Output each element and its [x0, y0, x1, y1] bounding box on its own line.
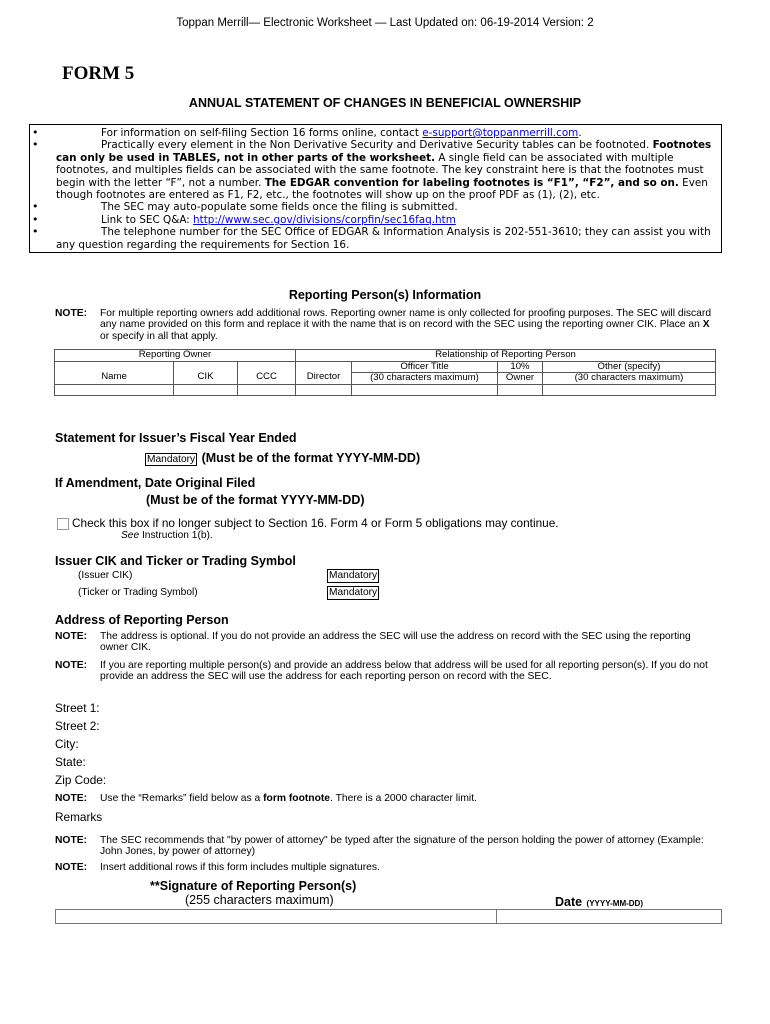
- worksheet-header: Toppan Merrill— Electronic Worksheet — Last Updated on: 06-19-2014 Version: 2: [176, 17, 594, 29]
- section16-checkbox-label: Check this box if no longer subject to Section 16. Form 4 or Form 5 obligations may continue.: [72, 516, 559, 530]
- issuer-cik-input[interactable]: Mandatory: [329, 570, 378, 581]
- reporting-note: [55, 308, 720, 342]
- note-label: NOTE:: [55, 835, 88, 846]
- bullet-text-bold: The EDGAR convention for labeling footnotes is “F1”, “F2”, and so on.: [264, 176, 679, 189]
- note-label: NOTE:: [55, 793, 88, 804]
- bullet-text: Practically every element in the Non Derivative Security and Derivative Security tables can be footnoted.: [101, 139, 653, 152]
- column-header-ccc: [238, 361, 296, 384]
- form-title: FORM 5: [62, 63, 135, 84]
- note-label: NOTE:: [55, 308, 88, 319]
- issuer-cik-label: (Issuer CIK): [78, 570, 133, 581]
- amendment-format: (Must be of the format YYYY-MM-DD): [146, 493, 365, 507]
- ccc-cell[interactable]: [238, 384, 296, 396]
- form-subtitle: ANNUAL STATEMENT OF CHANGES IN BENEFICIAL OWNERSHIP: [188, 96, 582, 110]
- table-row: [56, 910, 722, 924]
- note-text-bold: X: [702, 319, 710, 331]
- note-text: Insert additional rows if this form includes multiple signatures.: [100, 862, 380, 873]
- bullet-text: For information on self-filing Section 16 forms online, contact: [101, 127, 423, 139]
- bullet-text: Link to SEC Q&A:: [101, 213, 194, 226]
- signature-note-1: [55, 835, 720, 858]
- reporting-section-title: Reporting Person(s) Information: [288, 288, 482, 302]
- signature-title: **Signature of Reporting Person(s): [150, 879, 357, 893]
- note-text-bold: form footnote: [263, 793, 331, 804]
- zip-label: Zip Code:: [55, 773, 107, 787]
- bullet-text-bold: Footnotes can only be used in TABLES, not in other parts of the worksheet.: [56, 139, 712, 164]
- bullet-item: [30, 214, 721, 226]
- bullet-item: [30, 226, 721, 251]
- note-text: The SEC recommends that "by power of attorney" be typed after the signature of the person holding the power of attorney (Example: John Jones, by power of attorney): [100, 835, 704, 858]
- support-email-link[interactable]: e-support@toppanmerrill.com: [422, 127, 579, 139]
- column-header-other: Other (specify): [543, 361, 716, 373]
- note-text: The address is optional. If you do not provide an address the SEC will use the address on record with the SEC using the reporting owner CIK.: [100, 631, 691, 654]
- note-text: If you are reporting multiple person(s) and provide an address below that address will be used for all reporting person(s). If you do not provide an address the SEC will use the address for each reporting person on record with the SEC.: [100, 660, 708, 683]
- fiscal-year-format: (Must be of the format YYYY-MM-DD): [201, 451, 421, 465]
- signature-note-2: [55, 862, 720, 873]
- column-header-text: Director: [306, 371, 341, 383]
- street2-label: Street 2:: [55, 719, 100, 733]
- column-header-text: Name: [101, 371, 127, 383]
- column-header-text: CIK: [197, 371, 214, 383]
- remarks-label: Remarks: [55, 810, 103, 824]
- note-text: . There is a 2000 character limit.: [330, 793, 477, 804]
- column-header-owner-sub: Owner: [498, 373, 543, 385]
- column-header-name: [55, 361, 174, 384]
- fiscal-year-input[interactable]: Mandatory: [147, 454, 196, 465]
- date-label: Date: [555, 895, 583, 909]
- note-text: or specify in all that apply.: [100, 330, 218, 342]
- bullet-text: Even though footnotes are entered as F1, F2, etc., the footnotes will show up on the proof PDF as (1), (2), etc.: [56, 176, 708, 202]
- section16-checkbox[interactable]: [57, 518, 69, 530]
- bullet-item: [30, 127, 721, 139]
- ticker-label: (Ticker or Trading Symbol): [78, 587, 198, 598]
- date-cell[interactable]: [497, 910, 722, 924]
- fiscal-year-row: [145, 449, 420, 467]
- column-header-officer-sub: (30 characters maximum): [352, 373, 498, 385]
- signature-subtitle: (255 characters maximum): [185, 893, 334, 907]
- cik-cell[interactable]: [174, 384, 238, 396]
- signature-cell[interactable]: [56, 910, 497, 924]
- bullet-text: The telephone number for the SEC Office of EDGAR & Information Analysis is 202-551-3610; they can assist you with any question regarding the requirements for Section 16.: [56, 226, 711, 251]
- address-note-2: [55, 660, 720, 683]
- name-cell[interactable]: [55, 384, 174, 396]
- signature-table: [55, 909, 722, 924]
- city-label: City:: [55, 737, 79, 751]
- note-text: For multiple reporting owners add additional rows. Reporting owner name is only collected for proofing purposes. The SEC will discard any name provided on this form and replace it with the name that is on record with the SEC using the reporting owner CIK. Place an: [100, 308, 712, 331]
- ticker-input[interactable]: Mandatory: [329, 587, 378, 598]
- column-header-owner: 10%: [498, 361, 543, 373]
- note-label: NOTE:: [55, 631, 88, 642]
- column-header-officer: Officer Title: [352, 361, 498, 373]
- street1-label: Street 1:: [55, 701, 100, 715]
- note-label: NOTE:: [55, 660, 88, 671]
- instruction-reference: [121, 530, 213, 541]
- column-header-other-sub: (30 characters maximum): [543, 373, 716, 385]
- instruction-text: Instruction 1(b).: [139, 530, 213, 541]
- instructions-box: [29, 124, 722, 253]
- address-note-1: [55, 631, 720, 654]
- bullet-text: The SEC may auto-populate some fields once the filing is submitted.: [101, 201, 458, 214]
- bullet-item: [30, 201, 721, 213]
- ten-percent-owner-cell[interactable]: [498, 384, 543, 396]
- bullet-text: A single field can be associated with multiple footnotes, and multiples fields can be associated with the same footnote. The key constraint here is that the footnotes must begin with the letter “F”, not a number.: [56, 151, 704, 189]
- other-cell[interactable]: [543, 384, 716, 396]
- column-header-cik: [174, 361, 238, 384]
- sec-faq-link[interactable]: http://www.sec.gov/divisions/corpfin/sec16faq.htm: [193, 213, 456, 226]
- see-text: See: [121, 530, 140, 541]
- table-row: [55, 384, 716, 396]
- date-format: (YYYY-MM-DD): [586, 899, 643, 908]
- issuer-section-title: Issuer CIK and Ticker or Trading Symbol: [55, 554, 296, 568]
- director-cell[interactable]: [296, 384, 352, 396]
- officer-title-cell[interactable]: [352, 384, 498, 396]
- bullet-item: [30, 139, 721, 201]
- note-text: Use the “Remarks” field below as a: [100, 793, 264, 804]
- column-header-director: [296, 361, 352, 384]
- note-label: NOTE:: [55, 862, 88, 873]
- table-group-header: Relationship of Reporting Person: [296, 350, 716, 362]
- reporting-owner-table: [54, 349, 716, 396]
- state-label: State:: [55, 755, 86, 769]
- amendment-title: If Amendment, Date Original Filed: [55, 476, 256, 490]
- address-section-title: Address of Reporting Person: [55, 613, 229, 627]
- remarks-note: [55, 793, 720, 804]
- table-group-header: Reporting Owner: [55, 350, 296, 362]
- column-header-text: CCC: [256, 371, 277, 383]
- fiscal-year-title: Statement for Issuer’s Fiscal Year Ended: [55, 431, 297, 445]
- bullet-text: .: [578, 127, 582, 139]
